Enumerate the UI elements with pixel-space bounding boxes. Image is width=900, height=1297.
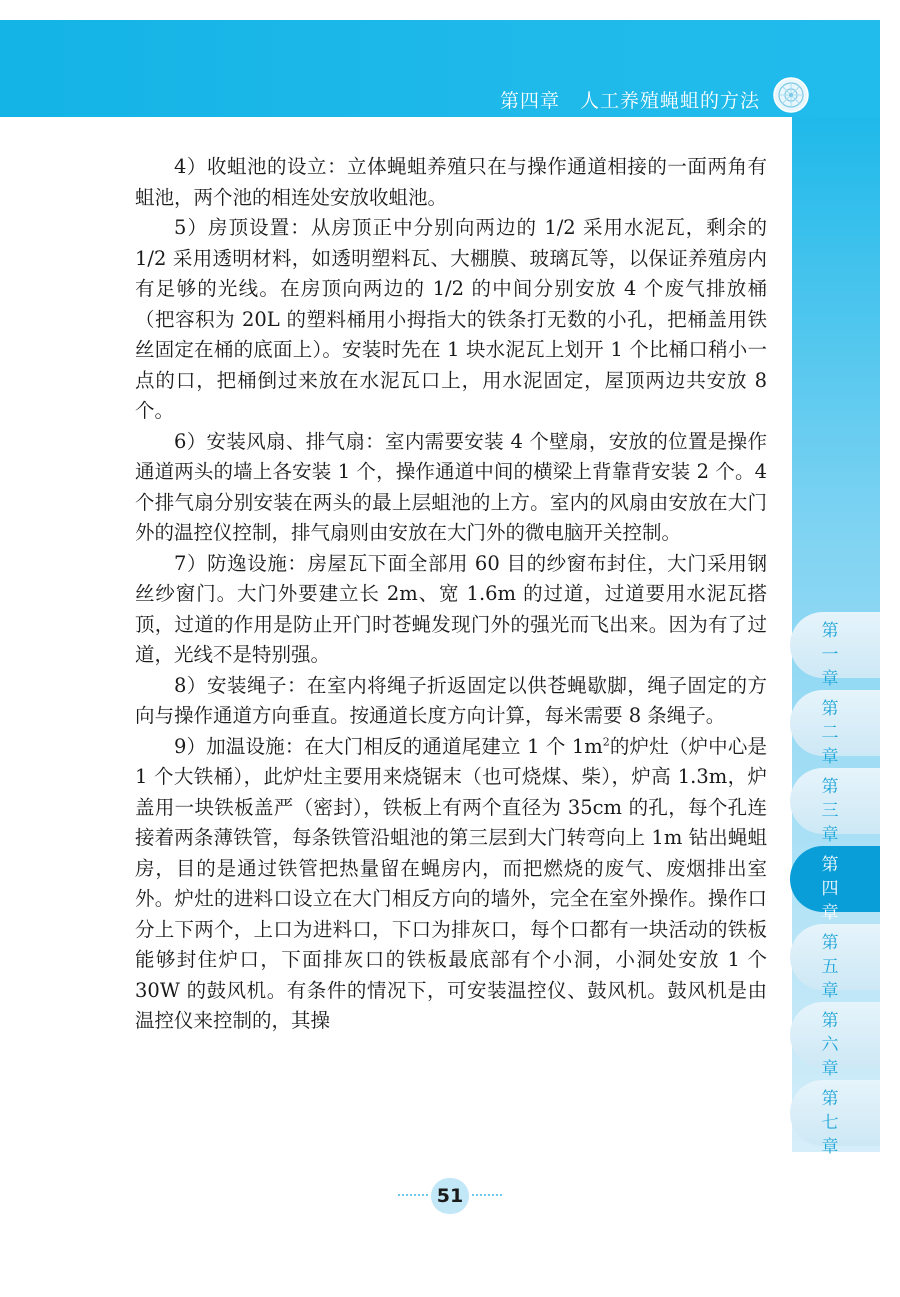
tab-char: 章 (821, 1137, 839, 1157)
paragraph-item-6: 6）安装风扇、排气扇：室内需要安装 4 个壁扇，安放的位置是操作通道两头的墙上各安装 1 个，操作通道中间的横梁上背靠背安装 2 个。4 个排气扇分别安装在两头的最上层蛆池的上方。室内的风扇由安放在大门外的温控仪控制，排气扇则由安放在大门外的微电脑开关控制。 (135, 429, 767, 544)
tab-char: 章 (821, 1059, 839, 1079)
paragraph-item-9 (135, 732, 767, 1037)
paragraph-item-4: 4）收蛆池的设立：立体蝇蛆养殖只在与操作通道相接的一面两角有蛆池，两个池的相连处安放收蛆池。 (135, 155, 767, 209)
paragraph-9-lead: 9）加温设施：在大门相反的通道尾建立 1 个 1m (174, 734, 603, 758)
page-footer (398, 1178, 502, 1214)
paragraph-item-7: 7）防逸设施：房屋瓦下面全部用 60 目的纱窗布封住，大门采用钢丝纱窗门。大门外要建立长 2m、宽 1.6m 的过道，过道要用水泥瓦搭顶，过道的作用是防止开门时苍蝇发现门外的强光而飞出来。因为有了过道，光线不是特别强。 (135, 551, 767, 666)
tab-chapter-6[interactable] (790, 1002, 880, 1079)
tab-char: 六 (821, 1035, 839, 1055)
tab-char: 章 (821, 825, 839, 845)
chapter-label: 第四章 (499, 90, 560, 112)
tab-char: 第 (821, 621, 839, 641)
tab-chapter-3[interactable] (790, 768, 880, 845)
paragraph-9-rest: 的炉灶（炉中心是 1 个大铁桶），此炉灶主要用来烧锯末（也可烧煤、柴），炉高 1.3m，炉盖用一块铁板盖严（密封），铁板上有两个直径为 35cm 的孔，每个孔连接着两条薄铁管，每条铁管沿蛆池的第三层到大门转弯向上 1m 钻出蝇蛆房，目的是通过铁管把热量留在蝇房内，而把燃烧的废气、废烟排出室外。炉灶的进料口设立在大门相反方向的墙外，完全在室外操作。操作口分上下两个，上口为进料口，下口为排灰口，每个口都有一块活动的铁板能够封住炉口，下面排灰口的铁板最底部有个小洞，小洞处安放 1 个 30W 的鼓风机。有条件的情况下，可安装温控仪、鼓风机。鼓风机是由温控仪来控制的，其操 (135, 734, 767, 1032)
tab-chapter-1[interactable] (790, 612, 880, 689)
tab-char: 章 (821, 747, 839, 767)
tab-char: 二 (821, 723, 839, 743)
tab-chapter-2[interactable] (790, 690, 880, 767)
tab-chapter-7[interactable] (790, 1080, 880, 1157)
tab-char: 四 (821, 879, 839, 899)
dotted-divider-left (398, 1194, 428, 1196)
tab-char: 三 (821, 801, 839, 821)
running-header (500, 86, 760, 113)
tab-char: 章 (821, 669, 839, 689)
tab-char: 第 (821, 855, 839, 875)
tab-char: 第 (821, 1011, 839, 1031)
chapter-tabs (790, 612, 880, 1158)
tab-char: 第 (821, 933, 839, 953)
tab-char: 章 (821, 981, 839, 1001)
chapter-title: 人工养殖蝇蛆的方法 (579, 90, 760, 112)
tab-char: 一 (821, 645, 839, 665)
page-number: 51 (431, 1178, 469, 1214)
tab-char: 五 (821, 957, 839, 977)
tab-chapter-5[interactable] (790, 924, 880, 1001)
dotted-divider-right (472, 1194, 502, 1196)
tab-char: 第 (821, 699, 839, 719)
tab-char: 章 (821, 903, 839, 923)
floral-medallion-icon (773, 77, 809, 113)
tab-char: 第 (821, 777, 839, 797)
superscript-squared: 2 (602, 735, 610, 748)
paragraph-item-8: 8）安装绳子：在室内将绳子折返固定以供苍蝇歇脚，绳子固定的方向与操作通道方向垂直。按通道长度方向计算，每米需要 8 条绳子。 (135, 673, 767, 727)
body-text (135, 152, 767, 1037)
paragraph-item-5: 5）房顶设置：从房顶正中分别向两边的 1/2 采用水泥瓦，剩余的 1/2 采用透明材料，如透明塑料瓦、大棚膜、玻璃瓦等，以保证养殖房内有足够的光线。在房顶向两边的 1/2 的中间分别安放 4 个废气排放桶（把容积为 20L 的塑料桶用小拇指大的铁条打无数的小孔，把桶盖用铁丝固定在桶的底面上）。安装时先在 1 块水泥瓦上划开 1 个比桶口稍小一点的口，把桶倒过来放在水泥瓦口上，用水泥固定，屋顶两边共安放 8 个。 (135, 216, 767, 422)
tab-chapter-4[interactable] (790, 846, 880, 923)
tab-char: 第 (821, 1089, 839, 1109)
tab-char: 七 (821, 1113, 839, 1133)
